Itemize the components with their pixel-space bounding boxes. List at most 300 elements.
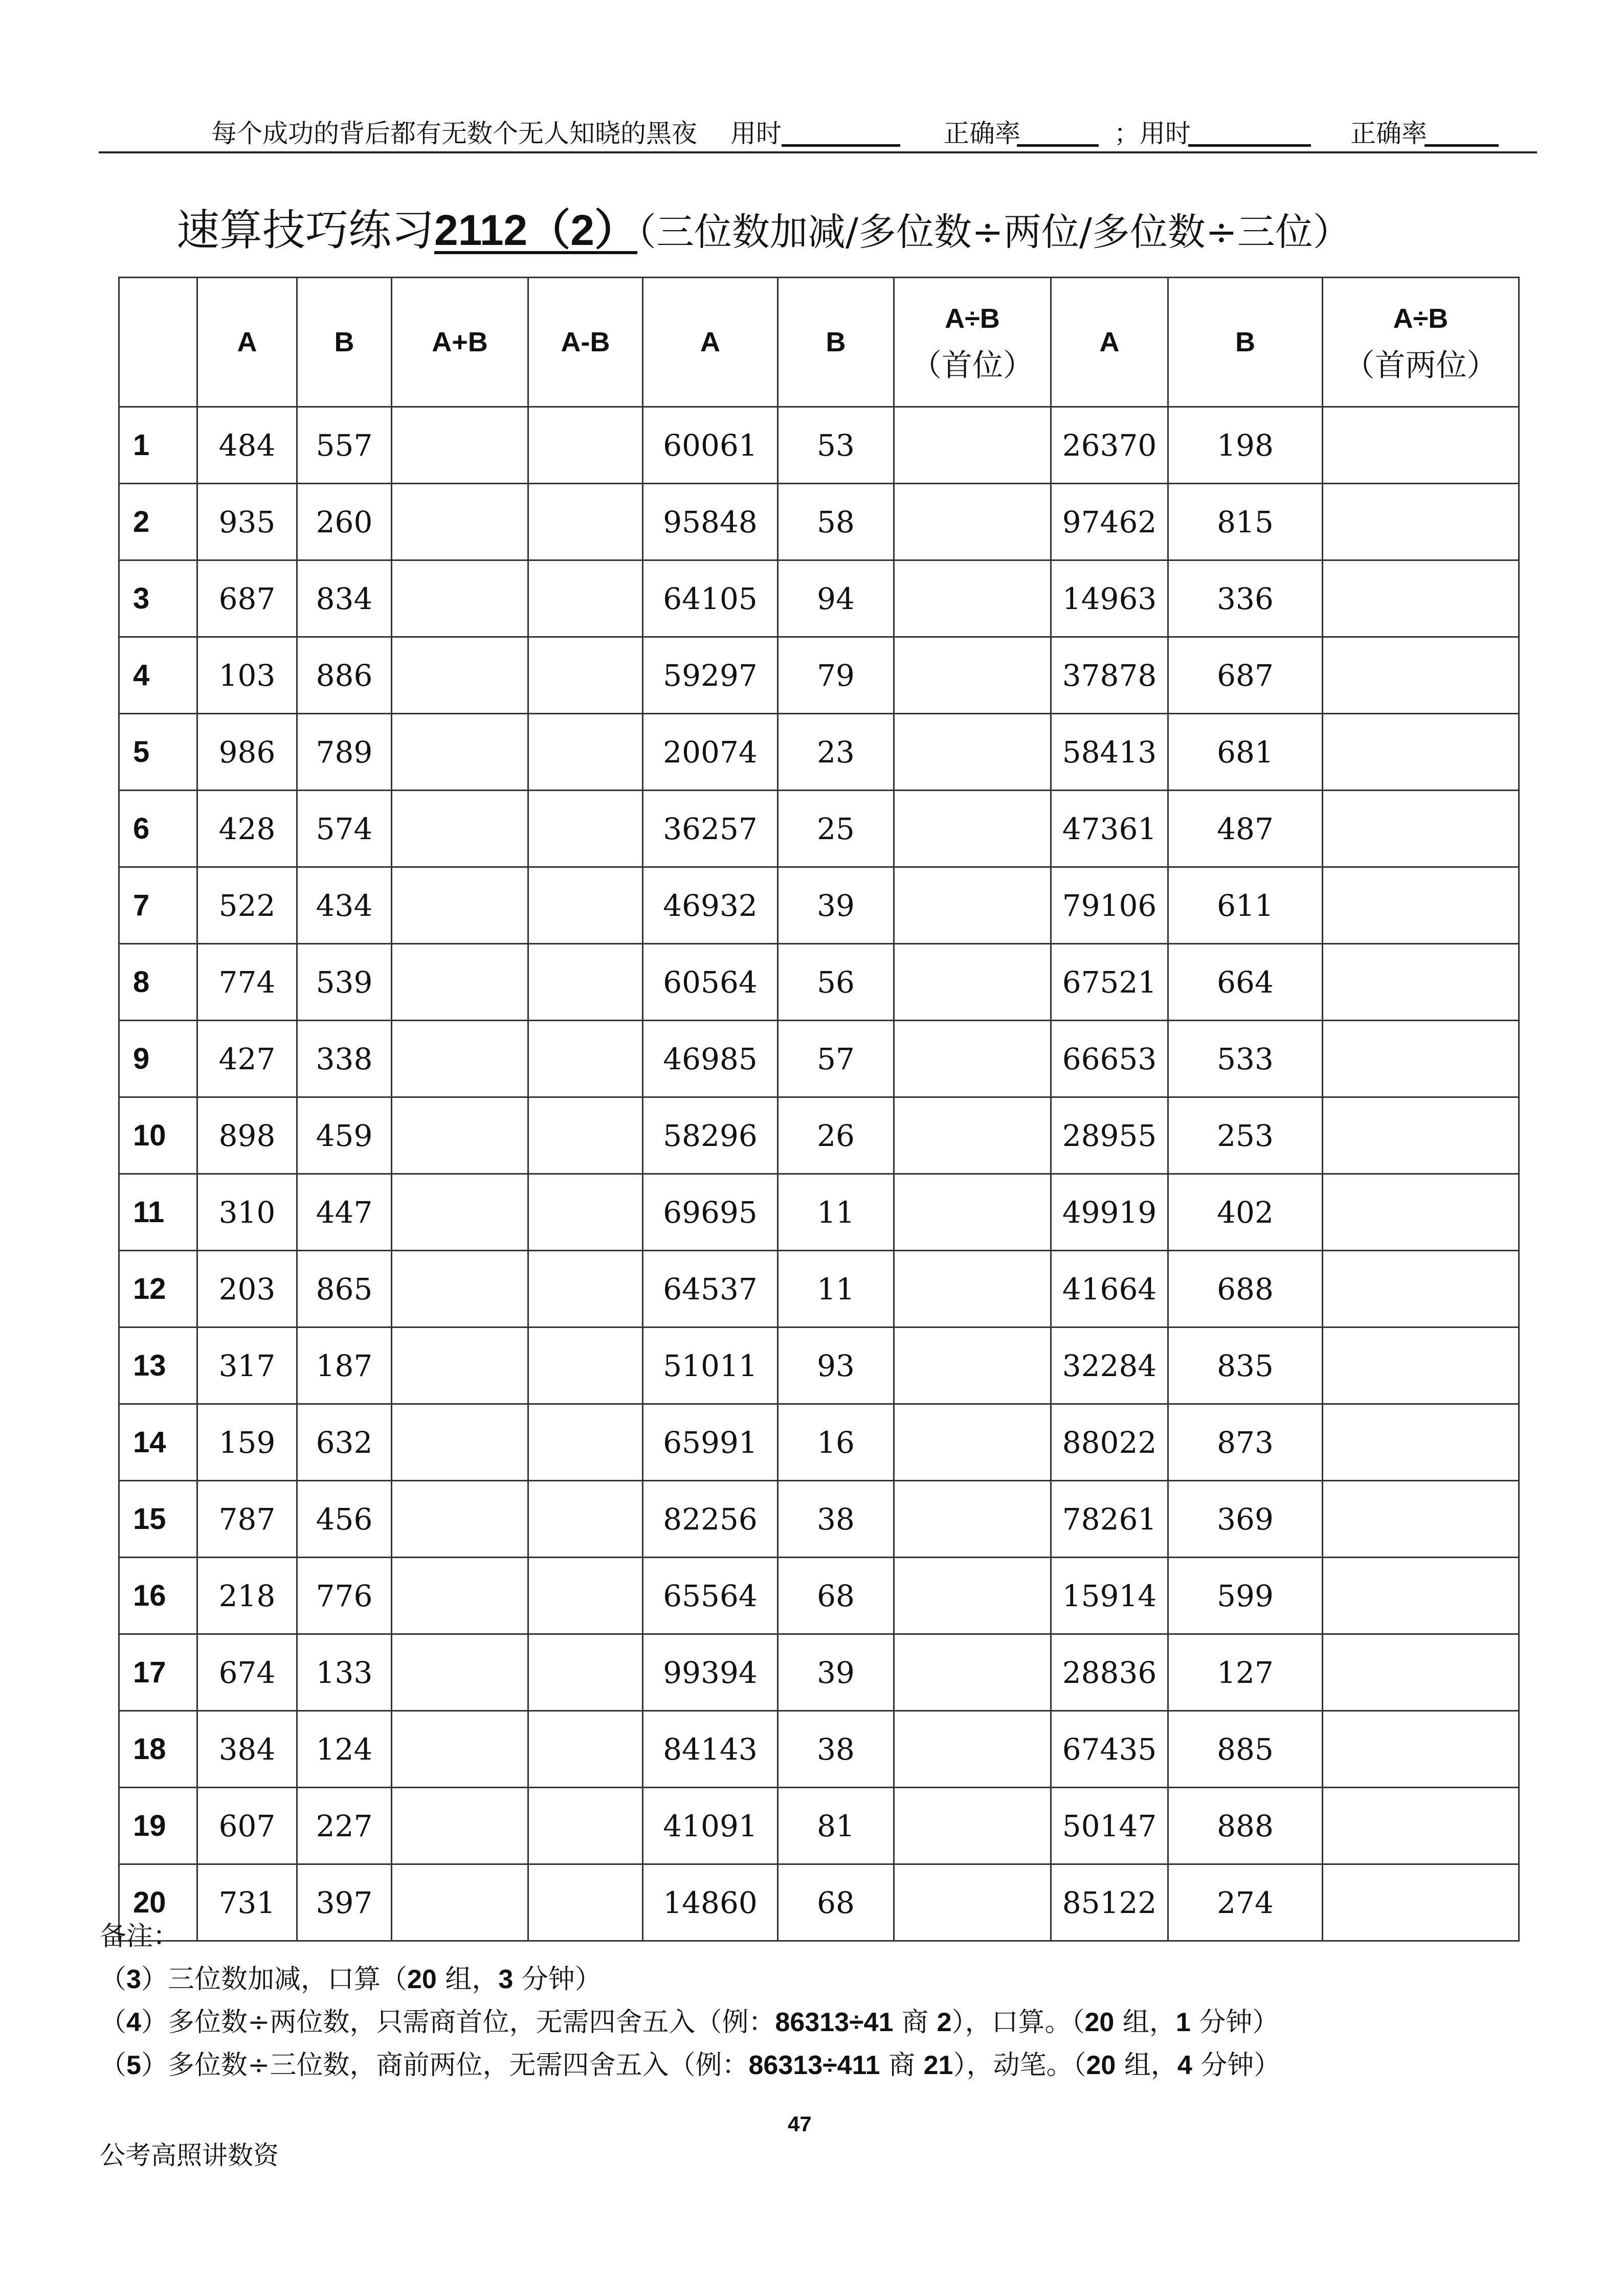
cell-b: 68 xyxy=(778,1558,894,1634)
answer-a-div-b[interactable] xyxy=(1323,791,1519,867)
answer-a-plus-b[interactable] xyxy=(392,944,528,1021)
answer-a-div-b[interactable] xyxy=(1323,560,1519,637)
answer-a-plus-b[interactable] xyxy=(392,1788,528,1864)
answer-a-div-b[interactable] xyxy=(1323,867,1519,944)
cell-a: 317 xyxy=(197,1327,297,1404)
cell-b: 574 xyxy=(297,791,392,867)
cell-b: 776 xyxy=(297,1558,392,1634)
cell-a: 67435 xyxy=(1051,1711,1168,1788)
cell-b: 11 xyxy=(778,1174,894,1251)
cell-a: 20074 xyxy=(643,714,778,791)
answer-a-plus-b[interactable] xyxy=(392,1021,528,1097)
exercise-table xyxy=(118,277,1520,1942)
answer-a-div-b[interactable] xyxy=(894,1788,1051,1864)
cell-a: 65991 xyxy=(643,1404,778,1481)
cell-a: 82256 xyxy=(643,1481,778,1558)
cell-b: 127 xyxy=(1168,1634,1323,1711)
header-a-div-b-label: A÷B xyxy=(945,303,1000,334)
answer-a-plus-b[interactable] xyxy=(392,1711,528,1788)
cell-a: 95848 xyxy=(643,484,778,560)
cell-a: 64537 xyxy=(643,1251,778,1327)
table-row xyxy=(119,1788,1519,1864)
cell-b: 11 xyxy=(778,1251,894,1327)
answer-a-div-b[interactable] xyxy=(1323,1327,1519,1404)
note-text: 商 xyxy=(893,2007,937,2038)
note-number: 4 xyxy=(1177,2051,1192,2080)
answer-a-minus-b[interactable] xyxy=(528,1481,643,1558)
table-row xyxy=(119,1558,1519,1634)
cell-a: 60564 xyxy=(643,944,778,1021)
cell-b: 338 xyxy=(297,1021,392,1097)
answer-a-plus-b[interactable] xyxy=(392,1174,528,1251)
cell-b: 447 xyxy=(297,1174,392,1251)
cell-a: 310 xyxy=(197,1174,297,1251)
cell-b: 681 xyxy=(1168,714,1323,791)
cell-b: 456 xyxy=(297,1481,392,1558)
cell-b: 402 xyxy=(1168,1174,1323,1251)
cell-b: 124 xyxy=(297,1711,392,1788)
cell-b: 38 xyxy=(778,1481,894,1558)
row-index: 10 xyxy=(119,1097,197,1174)
cell-a: 50147 xyxy=(1051,1788,1168,1864)
answer-a-div-b[interactable] xyxy=(1323,1251,1519,1327)
note-number: 20 xyxy=(407,1965,437,1994)
answer-a-plus-b[interactable] xyxy=(392,560,528,637)
cell-a: 65564 xyxy=(643,1558,778,1634)
cell-a: 64105 xyxy=(643,560,778,637)
cell-a: 103 xyxy=(197,637,297,714)
row-index: 18 xyxy=(119,1711,197,1788)
answer-a-div-b[interactable] xyxy=(894,1021,1051,1097)
answer-a-div-b[interactable] xyxy=(1323,944,1519,1021)
cell-a: 60061 xyxy=(643,407,778,484)
cell-a: 898 xyxy=(197,1097,297,1174)
cell-b: 835 xyxy=(1168,1327,1323,1404)
time-label-2: 用时 xyxy=(1140,119,1191,148)
cell-b: 888 xyxy=(1168,1788,1323,1864)
header-a-plus-b: A+B xyxy=(392,278,528,407)
cell-b: 227 xyxy=(297,1788,392,1864)
header-a-minus-b: A-B xyxy=(528,278,643,407)
header-b-2: B xyxy=(778,278,894,407)
answer-a-div-b[interactable] xyxy=(894,1327,1051,1404)
cell-a: 15914 xyxy=(1051,1558,1168,1634)
cell-b: 57 xyxy=(778,1021,894,1097)
note-text: 分钟） xyxy=(1192,2050,1281,2081)
row-index: 2 xyxy=(119,484,197,560)
cell-b: 886 xyxy=(297,637,392,714)
cell-a: 787 xyxy=(197,1481,297,1558)
cell-a: 41664 xyxy=(1051,1251,1168,1327)
row-index: 6 xyxy=(119,791,197,867)
accuracy-blank-1[interactable] xyxy=(1017,144,1099,147)
answer-a-div-b[interactable] xyxy=(1323,1558,1519,1634)
note-example: 86313÷41 xyxy=(775,2008,894,2037)
cell-a: 428 xyxy=(197,791,297,867)
answer-a-minus-b[interactable] xyxy=(528,944,643,1021)
header-a-1: A xyxy=(197,278,297,407)
cell-b: 79 xyxy=(778,637,894,714)
accuracy-label-2: 正确率 xyxy=(1350,119,1427,148)
answer-a-minus-b[interactable] xyxy=(528,1021,643,1097)
cell-b: 789 xyxy=(297,714,392,791)
note-text: 商 xyxy=(880,2050,924,2081)
cell-b: 632 xyxy=(297,1404,392,1481)
cell-b: 599 xyxy=(1168,1558,1323,1634)
table-row xyxy=(119,1404,1519,1481)
answer-a-div-b[interactable] xyxy=(1323,1864,1519,1941)
cell-a: 986 xyxy=(197,714,297,791)
answer-a-plus-b[interactable] xyxy=(392,867,528,944)
row-index: 17 xyxy=(119,1634,197,1711)
time-label-1: 用时 xyxy=(730,119,782,148)
row-index: 19 xyxy=(119,1788,197,1864)
row-index: 13 xyxy=(119,1327,197,1404)
cell-b: 53 xyxy=(778,407,894,484)
answer-a-minus-b[interactable] xyxy=(528,867,643,944)
cell-a: 46985 xyxy=(643,1021,778,1097)
note-text: ）多位数÷三位数，商前两位，无需四舍五入（例： xyxy=(141,2050,749,2081)
answer-a-div-b[interactable] xyxy=(1323,1097,1519,1174)
cell-b: 369 xyxy=(1168,1481,1323,1558)
cell-a: 47361 xyxy=(1051,791,1168,867)
answer-a-minus-b[interactable] xyxy=(528,637,643,714)
answer-a-div-b[interactable] xyxy=(1323,1404,1519,1481)
cell-b: 16 xyxy=(778,1404,894,1481)
answer-a-div-b[interactable] xyxy=(1323,407,1519,484)
row-index: 7 xyxy=(119,867,197,944)
cell-b: 873 xyxy=(1168,1404,1323,1481)
answer-a-div-b[interactable] xyxy=(894,1481,1051,1558)
time-blank-2[interactable] xyxy=(1188,144,1311,147)
cell-a: 159 xyxy=(197,1404,297,1481)
row-index: 15 xyxy=(119,1481,197,1558)
cell-a: 203 xyxy=(197,1251,297,1327)
cell-b: 56 xyxy=(778,944,894,1021)
cell-a: 14860 xyxy=(643,1864,778,1941)
answer-a-div-b[interactable] xyxy=(894,1097,1051,1174)
note-text: 组， xyxy=(436,1964,499,1995)
note-text: （ xyxy=(100,1964,127,1995)
answer-a-plus-b[interactable] xyxy=(392,1481,528,1558)
notes-section xyxy=(100,1915,1280,2087)
answer-a-minus-b[interactable] xyxy=(528,1327,643,1404)
answer-a-minus-b[interactable] xyxy=(528,1404,643,1481)
cell-b: 260 xyxy=(297,484,392,560)
cell-a: 26370 xyxy=(1051,407,1168,484)
answer-a-plus-b[interactable] xyxy=(392,407,528,484)
table-row xyxy=(119,637,1519,714)
answer-a-plus-b[interactable] xyxy=(392,1634,528,1711)
page-number: 47 xyxy=(788,2112,812,2136)
cell-a: 522 xyxy=(197,867,297,944)
cell-a: 14963 xyxy=(1051,560,1168,637)
cell-b: 68 xyxy=(778,1864,894,1941)
answer-a-minus-b[interactable] xyxy=(528,1097,643,1174)
note-number: 5 xyxy=(126,2051,141,2080)
cell-b: 25 xyxy=(778,791,894,867)
answer-a-div-b[interactable] xyxy=(894,944,1051,1021)
header-a-div-b-first-two xyxy=(1323,278,1519,407)
cell-a: 99394 xyxy=(643,1634,778,1711)
cell-b: 58 xyxy=(778,484,894,560)
answer-a-div-b[interactable] xyxy=(894,1558,1051,1634)
note-number: 20 xyxy=(1084,2008,1115,2037)
answer-a-div-b[interactable] xyxy=(1323,1711,1519,1788)
cell-b: 459 xyxy=(297,1097,392,1174)
table-row xyxy=(119,1327,1519,1404)
answer-a-plus-b[interactable] xyxy=(392,1404,528,1481)
answer-a-div-b[interactable] xyxy=(894,637,1051,714)
answer-a-div-b[interactable] xyxy=(1323,484,1519,560)
note-text: ）多位数÷两位数，只需商首位，无需四舍五入（例： xyxy=(141,2007,775,2038)
row-index: 5 xyxy=(119,714,197,791)
table-header-row xyxy=(119,278,1519,407)
table-row xyxy=(119,1021,1519,1097)
header-b-1: B xyxy=(297,278,392,407)
note-text: （ xyxy=(100,2050,127,2081)
note-number: 21 xyxy=(923,2051,953,2080)
cell-b: 611 xyxy=(1168,867,1323,944)
cell-a: 49919 xyxy=(1051,1174,1168,1251)
answer-a-minus-b[interactable] xyxy=(528,791,643,867)
cell-b: 815 xyxy=(1168,484,1323,560)
header-a-3: A xyxy=(1051,278,1168,407)
cell-b: 26 xyxy=(778,1097,894,1174)
header-a-2: A xyxy=(643,278,778,407)
page-title xyxy=(176,202,1351,258)
answer-a-div-b[interactable] xyxy=(1323,1634,1519,1711)
header-separator: ； xyxy=(1114,119,1140,148)
cell-a: 78261 xyxy=(1051,1481,1168,1558)
header-a-div-b-label-2: A÷B xyxy=(1393,303,1449,334)
row-index: 14 xyxy=(119,1404,197,1481)
table-row xyxy=(119,484,1519,560)
note-text: ），口算。（ xyxy=(951,2007,1085,2038)
cell-b: 664 xyxy=(1168,944,1323,1021)
cell-a: 69695 xyxy=(643,1174,778,1251)
cell-a: 218 xyxy=(197,1558,297,1634)
cell-a: 28836 xyxy=(1051,1634,1168,1711)
cell-b: 187 xyxy=(297,1327,392,1404)
header-a-div-b-first xyxy=(894,278,1051,407)
answer-a-minus-b[interactable] xyxy=(528,1174,643,1251)
header-first-digit-note: （首位） xyxy=(911,348,1034,384)
cell-b: 539 xyxy=(297,944,392,1021)
cell-b: 39 xyxy=(778,867,894,944)
answer-a-plus-b[interactable] xyxy=(392,637,528,714)
table-row xyxy=(119,1174,1519,1251)
time-blank-1[interactable] xyxy=(782,144,900,147)
cell-b: 687 xyxy=(1168,637,1323,714)
answer-a-div-b[interactable] xyxy=(894,407,1051,484)
table-row xyxy=(119,1711,1519,1788)
cell-b: 198 xyxy=(1168,407,1323,484)
note-text: ），动笔。（ xyxy=(953,2050,1086,2081)
cell-b: 688 xyxy=(1168,1251,1323,1327)
cell-a: 41091 xyxy=(643,1788,778,1864)
cell-a: 607 xyxy=(197,1788,297,1864)
answer-a-minus-b[interactable] xyxy=(528,1251,643,1327)
answer-a-plus-b[interactable] xyxy=(392,1327,528,1404)
cell-b: 39 xyxy=(778,1634,894,1711)
cell-b: 93 xyxy=(778,1327,894,1404)
row-index: 4 xyxy=(119,637,197,714)
cell-b: 533 xyxy=(1168,1021,1323,1097)
note-text: （ xyxy=(100,2007,127,2038)
cell-a: 37878 xyxy=(1051,637,1168,714)
answer-a-div-b[interactable] xyxy=(1323,1174,1519,1251)
cell-b: 834 xyxy=(297,560,392,637)
answer-a-minus-b[interactable] xyxy=(528,407,643,484)
note-example: 86313÷411 xyxy=(748,2051,880,2080)
cell-b: 865 xyxy=(297,1251,392,1327)
note-3 xyxy=(100,1958,1280,2001)
cell-b: 23 xyxy=(778,714,894,791)
table-row xyxy=(119,560,1519,637)
cell-b: 397 xyxy=(297,1864,392,1941)
cell-a: 687 xyxy=(197,560,297,637)
cell-a: 384 xyxy=(197,1711,297,1788)
cell-a: 36257 xyxy=(643,791,778,867)
answer-a-minus-b[interactable] xyxy=(528,1558,643,1634)
title-code: 2112（2） xyxy=(434,206,637,254)
accuracy-blank-2[interactable] xyxy=(1425,144,1499,147)
table-row xyxy=(119,407,1519,484)
answer-a-div-b[interactable] xyxy=(894,484,1051,560)
row-index: 11 xyxy=(119,1174,197,1251)
table-row xyxy=(119,1634,1519,1711)
note-number: 2 xyxy=(937,2008,952,2037)
answer-a-plus-b[interactable] xyxy=(392,1097,528,1174)
notes-label: 备注： xyxy=(100,1921,180,1952)
table-row xyxy=(119,944,1519,1021)
answer-a-div-b[interactable] xyxy=(894,1634,1051,1711)
motto: 每个成功的背后都有无数个无人知晓的黑夜 xyxy=(211,119,697,148)
answer-a-plus-b[interactable] xyxy=(392,484,528,560)
row-index: 3 xyxy=(119,560,197,637)
answer-a-minus-b[interactable] xyxy=(528,1711,643,1788)
note-text: 分钟） xyxy=(513,1964,602,1995)
note-number: 1 xyxy=(1175,2008,1191,2037)
cell-b: 336 xyxy=(1168,560,1323,637)
note-4 xyxy=(100,2001,1280,2044)
row-index: 20 xyxy=(119,1864,197,1941)
title-main: 速算技巧练习 xyxy=(176,205,435,255)
header-b-3: B xyxy=(1168,278,1323,407)
cell-a: 85122 xyxy=(1051,1864,1168,1941)
cell-b: 38 xyxy=(778,1711,894,1788)
answer-a-minus-b[interactable] xyxy=(528,484,643,560)
cell-a: 58413 xyxy=(1051,714,1168,791)
cell-a: 28955 xyxy=(1051,1097,1168,1174)
note-text: 分钟） xyxy=(1190,2007,1279,2038)
footer-author: 公考高照讲数资 xyxy=(100,2141,279,2170)
table-row xyxy=(119,1481,1519,1558)
answer-a-div-b[interactable] xyxy=(894,1251,1051,1327)
answer-a-plus-b[interactable] xyxy=(392,1251,528,1327)
answer-a-div-b[interactable] xyxy=(894,867,1051,944)
answer-a-plus-b[interactable] xyxy=(392,714,528,791)
answer-a-div-b[interactable] xyxy=(894,1711,1051,1788)
answer-a-div-b[interactable] xyxy=(1323,1788,1519,1864)
note-number: 4 xyxy=(126,2008,141,2037)
note-number: 3 xyxy=(498,1965,514,1994)
answer-a-minus-b[interactable] xyxy=(528,714,643,791)
row-index: 16 xyxy=(119,1558,197,1634)
cell-a: 97462 xyxy=(1051,484,1168,560)
answer-a-div-b[interactable] xyxy=(1323,714,1519,791)
answer-a-minus-b[interactable] xyxy=(528,1634,643,1711)
note-5 xyxy=(100,2044,1280,2087)
note-text: ）三位数加减，口算（ xyxy=(141,1964,407,1995)
table-row xyxy=(119,867,1519,944)
answer-a-minus-b[interactable] xyxy=(528,1788,643,1864)
table-row xyxy=(119,1251,1519,1327)
answer-a-plus-b[interactable] xyxy=(392,1558,528,1634)
cell-a: 79106 xyxy=(1051,867,1168,944)
answer-a-div-b[interactable] xyxy=(894,714,1051,791)
cell-b: 487 xyxy=(1168,791,1323,867)
answer-a-div-b[interactable] xyxy=(894,560,1051,637)
cell-a: 59297 xyxy=(643,637,778,714)
title-subtitle: （三位数加减/多位数÷两位/多位数÷三位） xyxy=(637,210,1351,254)
cell-a: 774 xyxy=(197,944,297,1021)
answer-a-div-b[interactable] xyxy=(894,1174,1051,1251)
cell-a: 674 xyxy=(197,1634,297,1711)
cell-a: 66653 xyxy=(1051,1021,1168,1097)
cell-a: 731 xyxy=(197,1864,297,1941)
answer-a-div-b[interactable] xyxy=(1323,637,1519,714)
row-index: 8 xyxy=(119,944,197,1021)
note-number: 20 xyxy=(1086,2051,1116,2080)
page-header xyxy=(99,116,1537,153)
note-text: 组， xyxy=(1114,2007,1176,2038)
header-first-two-digits-note: （首两位） xyxy=(1344,348,1498,384)
cell-b: 274 xyxy=(1168,1864,1323,1941)
note-number: 3 xyxy=(126,1965,141,1994)
row-index: 1 xyxy=(119,407,197,484)
cell-a: 88022 xyxy=(1051,1404,1168,1481)
cell-a: 935 xyxy=(197,484,297,560)
cell-a: 84143 xyxy=(643,1711,778,1788)
cell-b: 133 xyxy=(297,1634,392,1711)
cell-a: 46932 xyxy=(643,867,778,944)
cell-b: 557 xyxy=(297,407,392,484)
cell-b: 81 xyxy=(778,1788,894,1864)
answer-a-div-b[interactable] xyxy=(1323,1481,1519,1558)
answer-a-div-b[interactable] xyxy=(894,791,1051,867)
cell-b: 94 xyxy=(778,560,894,637)
cell-a: 427 xyxy=(197,1021,297,1097)
answer-a-minus-b[interactable] xyxy=(528,560,643,637)
answer-a-plus-b[interactable] xyxy=(392,791,528,867)
header-index xyxy=(119,278,197,407)
cell-b: 434 xyxy=(297,867,392,944)
row-index: 9 xyxy=(119,1021,197,1097)
table-row xyxy=(119,791,1519,867)
cell-a: 484 xyxy=(197,407,297,484)
cell-a: 51011 xyxy=(643,1327,778,1404)
answer-a-div-b[interactable] xyxy=(1323,1021,1519,1097)
row-index: 12 xyxy=(119,1251,197,1327)
answer-a-div-b[interactable] xyxy=(894,1404,1051,1481)
accuracy-label-1: 正确率 xyxy=(944,119,1020,148)
note-text: 组， xyxy=(1116,2050,1177,2081)
cell-a: 58296 xyxy=(643,1097,778,1174)
cell-a: 32284 xyxy=(1051,1327,1168,1404)
cell-b: 253 xyxy=(1168,1097,1323,1174)
